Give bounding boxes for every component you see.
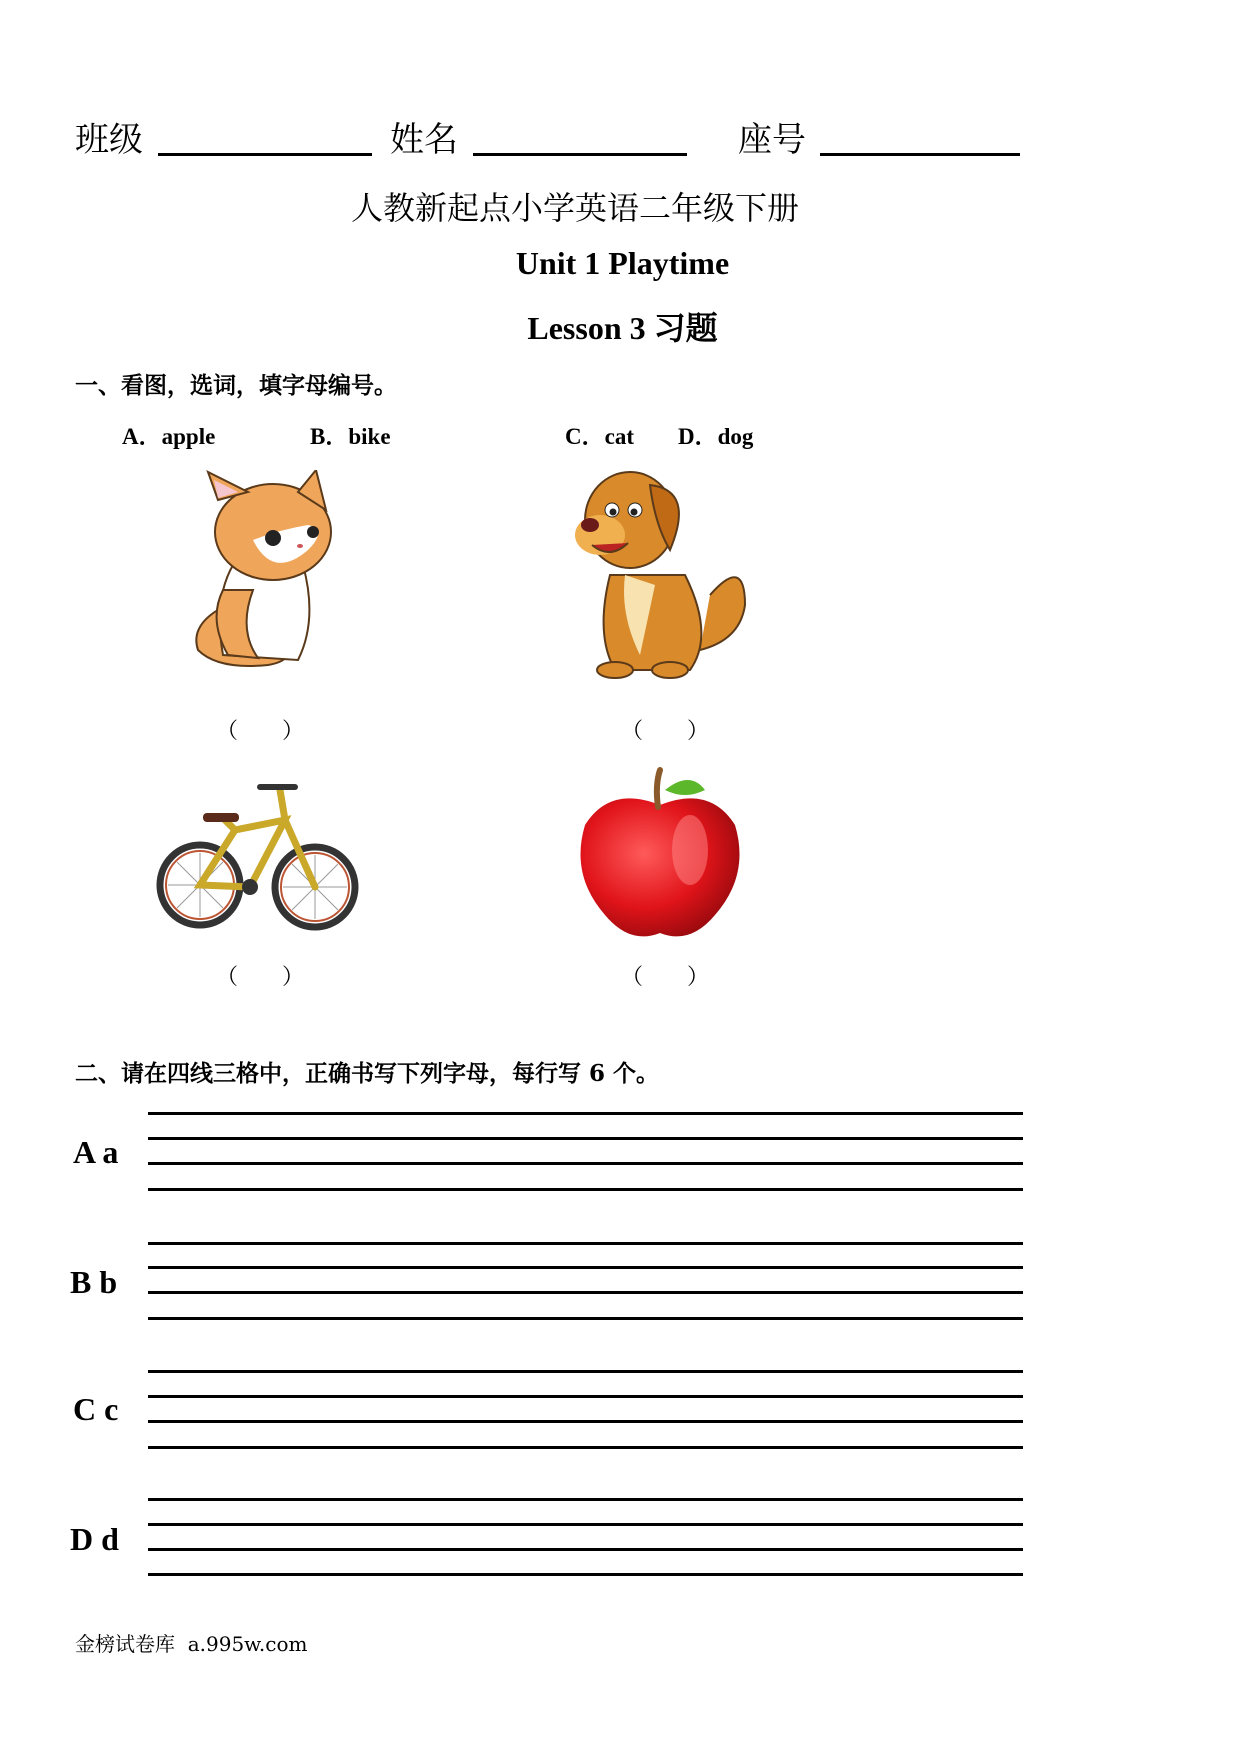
- letter-label-d: D d: [70, 1521, 119, 1557]
- writing-line[interactable]: [148, 1370, 1023, 1373]
- class-field[interactable]: [158, 153, 372, 156]
- apple-answer-paren[interactable]: （ ）: [620, 965, 709, 990]
- section2-heading: 二、请在四线三格中，正确书写下列字母，每行写 6 个。: [75, 1060, 660, 1087]
- cat-answer-paren[interactable]: （ ）: [215, 719, 304, 744]
- letter-label-a: A a: [73, 1134, 119, 1170]
- writing-line[interactable]: [148, 1137, 1023, 1140]
- option-cat: C．cat: [565, 424, 634, 449]
- writing-line[interactable]: [148, 1573, 1023, 1576]
- cat-icon: [178, 470, 348, 670]
- bike-answer-paren[interactable]: （ ）: [215, 965, 304, 990]
- dog-answer-paren[interactable]: （ ）: [620, 719, 709, 744]
- name-field[interactable]: [473, 153, 687, 156]
- unit-title: Unit 1 Playtime: [515, 245, 730, 281]
- seat-field[interactable]: [820, 153, 1020, 156]
- bike-icon: [155, 775, 365, 935]
- section1-heading: 一、看图，选词，填字母编号。: [75, 372, 397, 399]
- writing-line[interactable]: [148, 1266, 1023, 1269]
- writing-line[interactable]: [148, 1446, 1023, 1449]
- dog-icon: [570, 465, 760, 685]
- option-bike: B．bike: [310, 424, 391, 449]
- writing-line[interactable]: [148, 1317, 1023, 1320]
- lesson-title: Lesson 3 习题: [527, 310, 718, 346]
- writing-line[interactable]: [148, 1498, 1023, 1501]
- class-label: 班级: [75, 120, 143, 160]
- letter-label-c: C c: [73, 1391, 119, 1427]
- footer-source: 金榜试卷库 a.995w.com: [75, 1632, 308, 1656]
- apple-icon: [570, 765, 750, 945]
- name-label: 姓名: [390, 120, 458, 160]
- writing-line[interactable]: [148, 1188, 1023, 1191]
- option-dog: D．dog: [678, 424, 754, 449]
- writing-line[interactable]: [148, 1420, 1023, 1423]
- writing-line[interactable]: [148, 1112, 1023, 1115]
- writing-line[interactable]: [148, 1395, 1023, 1398]
- book-title: 人教新起点小学英语二年级下册: [350, 189, 799, 227]
- seat-label: 座号: [738, 120, 806, 160]
- option-apple: A．apple: [122, 424, 216, 449]
- letter-label-b: B b: [70, 1264, 118, 1300]
- writing-line[interactable]: [148, 1291, 1023, 1294]
- writing-line[interactable]: [148, 1523, 1023, 1526]
- writing-line[interactable]: [148, 1242, 1023, 1245]
- writing-line[interactable]: [148, 1548, 1023, 1551]
- writing-line[interactable]: [148, 1162, 1023, 1165]
